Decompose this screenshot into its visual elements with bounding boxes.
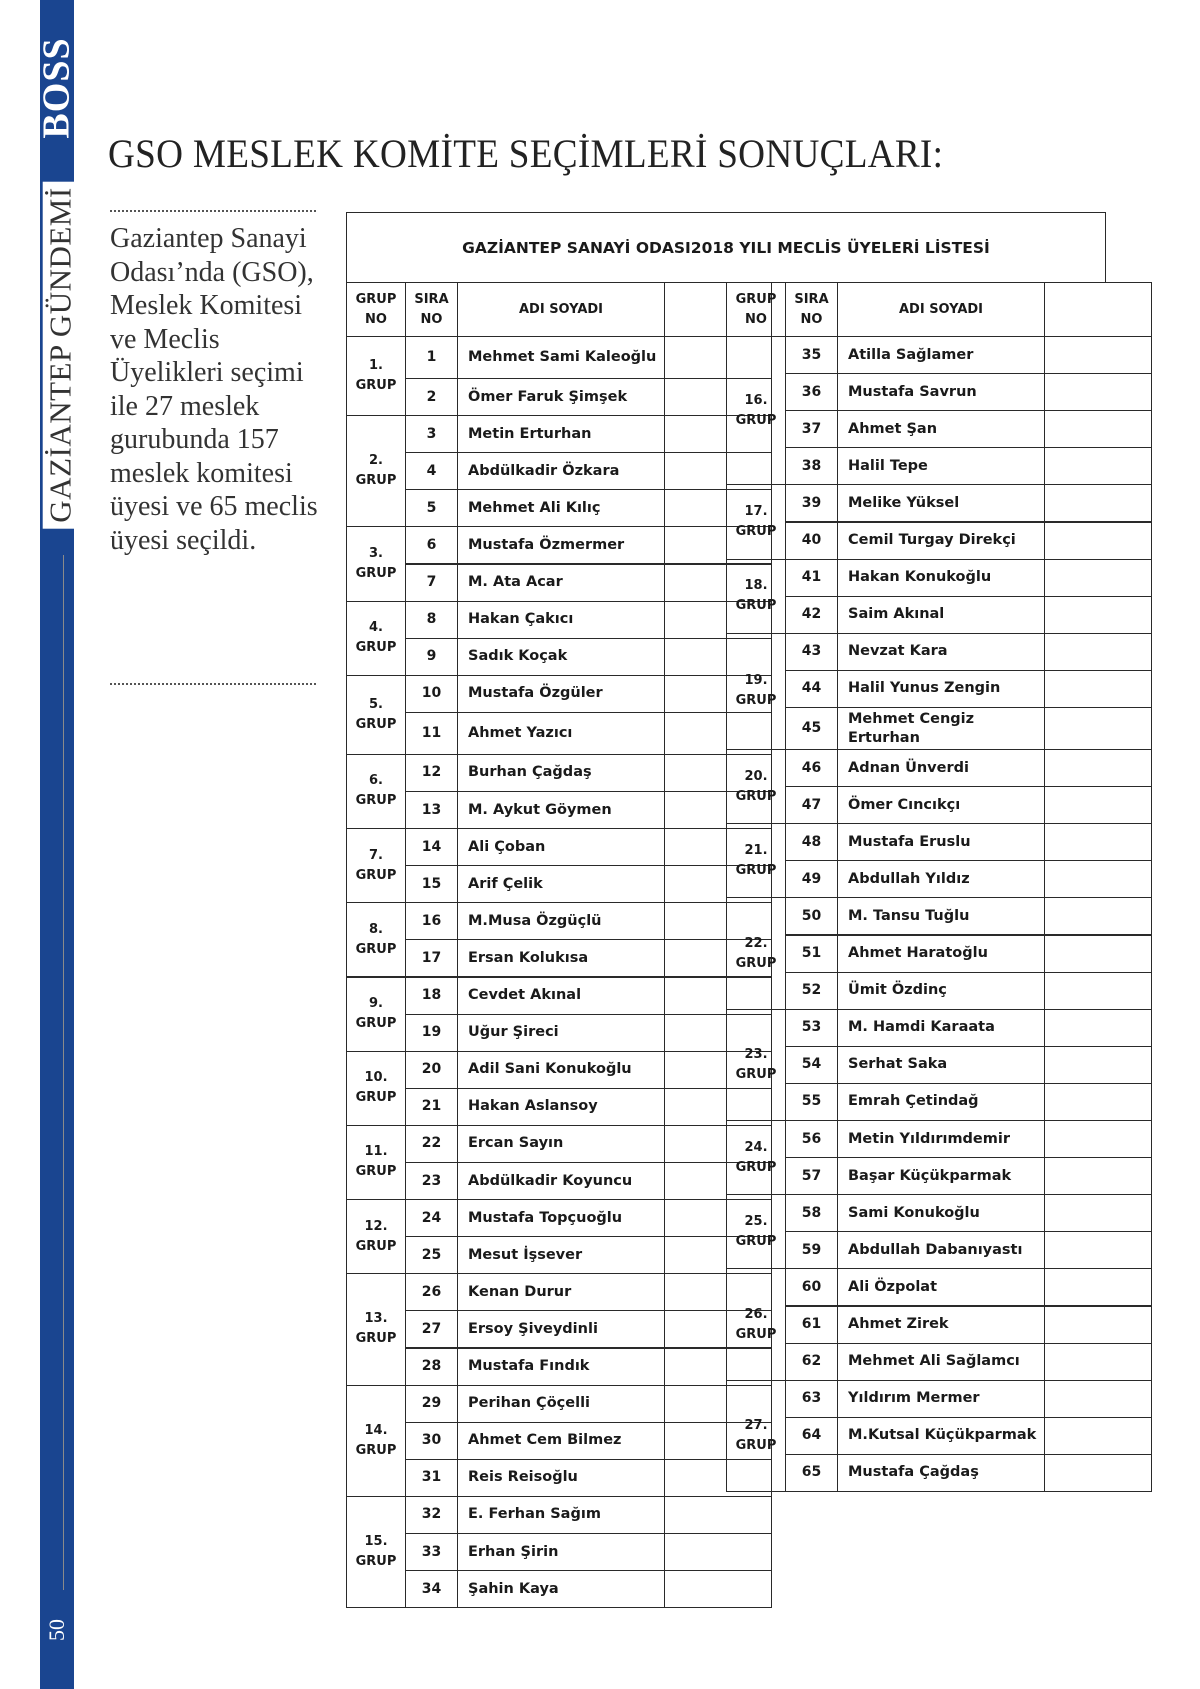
member-name: Mesut İşsever: [457, 1236, 665, 1274]
member-name: Reis Reisoğlu: [457, 1459, 665, 1497]
member-name: Mustafa Eruslu: [837, 823, 1045, 861]
member-name: Ersan Kolukısa: [457, 939, 665, 977]
member-name: Nevzat Kara: [837, 633, 1045, 671]
header-order-no: SIRA NO: [405, 282, 458, 337]
row-empty-cell: [1044, 633, 1152, 671]
member-name: Kenan Durur: [457, 1273, 665, 1311]
row-order-number: 51: [785, 935, 838, 973]
row-order-number: 18: [405, 977, 458, 1015]
member-name: Mustafa Topçuoğlu: [457, 1199, 665, 1237]
group-label: 6. GRUP: [346, 754, 406, 829]
row-order-number: 39: [785, 484, 838, 522]
member-name: Ali Özpolat: [837, 1268, 1045, 1306]
magazine-section-title: GAZİANTEP GÜNDEMİ: [38, 160, 84, 550]
member-name: Adnan Ünverdi: [837, 749, 1045, 787]
header-group-no: GRUP NO: [346, 282, 406, 337]
member-name: Burhan Çağdaş: [457, 754, 665, 792]
row-order-number: 48: [785, 823, 838, 861]
member-name: Ali Çoban: [457, 828, 665, 866]
row-empty-cell: [1044, 972, 1152, 1010]
brand-logo: BOSS: [36, 36, 79, 139]
header-empty: [1044, 282, 1152, 337]
member-name: Metin Erturhan: [457, 415, 665, 453]
row-empty-cell: [1044, 823, 1152, 861]
row-order-number: 13: [405, 791, 458, 829]
row-order-number: 3: [405, 415, 458, 453]
member-name: Abdülkadir Özkara: [457, 452, 665, 490]
row-empty-cell: [1044, 1306, 1152, 1344]
row-order-number: 64: [785, 1417, 838, 1455]
member-name: Adil Sani Konukoğlu: [457, 1051, 665, 1089]
row-order-number: 59: [785, 1231, 838, 1269]
page-title: GSO MESLEK KOMİTE SEÇİMLERİ SONUÇLARI:: [108, 131, 944, 176]
row-empty-cell: [1044, 786, 1152, 824]
member-name: Hakan Aslansoy: [457, 1088, 665, 1126]
row-order-number: 35: [785, 336, 838, 374]
row-order-number: 41: [785, 559, 838, 597]
member-name: Ömer Cıncıkçı: [837, 786, 1045, 824]
row-order-number: 53: [785, 1009, 838, 1047]
row-order-number: 10: [405, 675, 458, 713]
member-name: M. Aykut Göymen: [457, 791, 665, 829]
row-order-number: 36: [785, 373, 838, 411]
row-empty-cell: [1044, 484, 1152, 522]
member-name: Saim Akınal: [837, 596, 1045, 634]
row-order-number: 23: [405, 1162, 458, 1200]
row-order-number: 17: [405, 939, 458, 977]
row-order-number: 27: [405, 1310, 458, 1348]
divider: [110, 683, 316, 685]
member-name: Mehmet Ali Sağlamcı: [837, 1343, 1045, 1381]
row-empty-cell: [1044, 1417, 1152, 1455]
row-order-number: 2: [405, 378, 458, 416]
row-order-number: 43: [785, 633, 838, 671]
table-title-line: 2018 YILI MECLİS ÜYELERİ LİSTESİ: [690, 238, 990, 257]
row-order-number: 46: [785, 749, 838, 787]
row-order-number: 54: [785, 1046, 838, 1084]
row-order-number: 38: [785, 447, 838, 485]
group-label: 27. GRUP: [726, 1380, 786, 1492]
member-name: Ahmet Haratoğlu: [837, 935, 1045, 973]
row-order-number: 19: [405, 1014, 458, 1052]
member-name: Uğur Şireci: [457, 1014, 665, 1052]
row-order-number: 5: [405, 489, 458, 527]
member-name: Mustafa Çağdaş: [837, 1454, 1045, 1492]
row-order-number: 28: [405, 1348, 458, 1386]
divider: [63, 555, 64, 1590]
row-empty-cell: [1044, 670, 1152, 708]
member-name: Cevdet Akınal: [457, 977, 665, 1015]
member-name: Mustafa Fındık: [457, 1348, 665, 1386]
row-empty-cell: [1044, 559, 1152, 597]
row-order-number: 1: [405, 336, 458, 379]
row-order-number: 56: [785, 1120, 838, 1158]
member-name: Ahmet Cem Bilmez: [457, 1422, 665, 1460]
member-name: Mustafa Özmermer: [457, 526, 665, 564]
member-name: Yıldırım Mermer: [837, 1380, 1045, 1418]
group-label: 26. GRUP: [726, 1268, 786, 1380]
row-empty-cell: [1044, 1194, 1152, 1232]
group-label: 17. GRUP: [726, 484, 786, 559]
row-order-number: 42: [785, 596, 838, 634]
table-title: [346, 212, 1106, 283]
group-label: 21. GRUP: [726, 823, 786, 898]
row-empty-cell: [664, 1533, 772, 1571]
row-empty-cell: [1044, 1046, 1152, 1084]
group-label: 19. GRUP: [726, 633, 786, 750]
row-order-number: 26: [405, 1273, 458, 1311]
member-name: Mustafa Savrun: [837, 373, 1045, 411]
group-label: 8. GRUP: [346, 902, 406, 977]
member-name: M. Tansu Tuğlu: [837, 897, 1045, 935]
row-order-number: 45: [785, 707, 838, 750]
row-order-number: 33: [405, 1533, 458, 1571]
group-label: 3. GRUP: [346, 526, 406, 601]
group-label: 9. GRUP: [346, 977, 406, 1052]
row-order-number: 31: [405, 1459, 458, 1497]
group-label: 16. GRUP: [726, 336, 786, 485]
divider: [110, 210, 316, 212]
group-label: 24. GRUP: [726, 1120, 786, 1195]
member-name: M.Musa Özgüçlü: [457, 902, 665, 940]
member-name: Mustafa Özgüler: [457, 675, 665, 713]
row-empty-cell: [1044, 1231, 1152, 1269]
row-empty-cell: [1044, 373, 1152, 411]
row-order-number: 58: [785, 1194, 838, 1232]
member-name: M. Ata Acar: [457, 564, 665, 602]
row-order-number: 25: [405, 1236, 458, 1274]
group-label: 15. GRUP: [346, 1496, 406, 1608]
group-label: 23. GRUP: [726, 1009, 786, 1121]
group-label: 20. GRUP: [726, 749, 786, 824]
row-order-number: 30: [405, 1422, 458, 1460]
row-order-number: 37: [785, 410, 838, 448]
member-name: Şahin Kaya: [457, 1570, 665, 1608]
member-name: Abdullah Yıldız: [837, 860, 1045, 898]
member-name: Atilla Sağlamer: [837, 336, 1045, 374]
member-name: Ercan Sayın: [457, 1125, 665, 1163]
row-order-number: 60: [785, 1268, 838, 1306]
header-group-no: GRUP NO: [726, 282, 786, 337]
member-name: Serhat Saka: [837, 1046, 1045, 1084]
member-name: M. Hamdi Karaata: [837, 1009, 1045, 1047]
page-number: 50: [44, 1619, 69, 1641]
group-label: 13. GRUP: [346, 1273, 406, 1385]
member-name: Erhan Şirin: [457, 1533, 665, 1571]
group-label: 7. GRUP: [346, 828, 406, 903]
group-label: 4. GRUP: [346, 601, 406, 676]
member-name: Metin Yıldırımdemir: [837, 1120, 1045, 1158]
header-name: ADI SOYADI: [457, 282, 665, 337]
row-order-number: 50: [785, 897, 838, 935]
member-name: Sadık Koçak: [457, 638, 665, 676]
row-order-number: 14: [405, 828, 458, 866]
row-order-number: 12: [405, 754, 458, 792]
row-order-number: 47: [785, 786, 838, 824]
row-order-number: 9: [405, 638, 458, 676]
group-label: 25. GRUP: [726, 1194, 786, 1269]
row-order-number: 62: [785, 1343, 838, 1381]
row-order-number: 49: [785, 860, 838, 898]
row-order-number: 20: [405, 1051, 458, 1089]
header-name: ADI SOYADI: [837, 282, 1045, 337]
row-empty-cell: [1044, 1454, 1152, 1492]
member-name: Ömer Faruk Şimşek: [457, 378, 665, 416]
row-empty-cell: [1044, 897, 1152, 935]
row-order-number: 40: [785, 522, 838, 560]
row-empty-cell: [1044, 447, 1152, 485]
group-label: 10. GRUP: [346, 1051, 406, 1126]
row-order-number: 22: [405, 1125, 458, 1163]
row-order-number: 44: [785, 670, 838, 708]
council-members-table: [346, 212, 1106, 1605]
row-order-number: 32: [405, 1496, 458, 1534]
row-order-number: 34: [405, 1570, 458, 1608]
member-name: Ahmet Şan: [837, 410, 1045, 448]
row-order-number: 29: [405, 1385, 458, 1423]
row-empty-cell: [1044, 336, 1152, 374]
member-name: Ahmet Zirek: [837, 1306, 1045, 1344]
member-name: Melike Yüksel: [837, 484, 1045, 522]
member-name: Sami Konukoğlu: [837, 1194, 1045, 1232]
row-order-number: 24: [405, 1199, 458, 1237]
row-empty-cell: [1044, 1380, 1152, 1418]
member-name: Ümit Özdinç: [837, 972, 1045, 1010]
row-order-number: 63: [785, 1380, 838, 1418]
row-order-number: 57: [785, 1157, 838, 1195]
row-order-number: 21: [405, 1088, 458, 1126]
group-label: 12. GRUP: [346, 1199, 406, 1274]
member-name: Mehmet Sami Kaleoğlu: [457, 336, 665, 379]
row-empty-cell: [1044, 1120, 1152, 1158]
group-label: 5. GRUP: [346, 675, 406, 755]
member-name: M.Kutsal Küçükparmak: [837, 1417, 1045, 1455]
row-empty-cell: [1044, 1157, 1152, 1195]
row-empty-cell: [1044, 1343, 1152, 1381]
table-title-line: GAZİANTEP SANAYİ ODASI: [462, 238, 691, 257]
row-order-number: 6: [405, 526, 458, 564]
member-name: Emrah Çetindağ: [837, 1083, 1045, 1121]
member-name: Arif Çelik: [457, 865, 665, 903]
member-name: Perihan Çöçelli: [457, 1385, 665, 1423]
header-order-no: SIRA NO: [785, 282, 838, 337]
row-empty-cell: [1044, 410, 1152, 448]
group-label: 2. GRUP: [346, 415, 406, 527]
member-name: Hakan Konukoğlu: [837, 559, 1045, 597]
group-label: 18. GRUP: [726, 559, 786, 634]
group-label: 1. GRUP: [346, 336, 406, 416]
row-order-number: 65: [785, 1454, 838, 1492]
member-name: Halil Yunus Zengin: [837, 670, 1045, 708]
row-order-number: 11: [405, 712, 458, 755]
group-label: 11. GRUP: [346, 1125, 406, 1200]
member-name: Mehmet Ali Kılıç: [457, 489, 665, 527]
member-name: Halil Tepe: [837, 447, 1045, 485]
row-order-number: 8: [405, 601, 458, 639]
row-empty-cell: [1044, 1268, 1152, 1306]
row-empty-cell: [1044, 1083, 1152, 1121]
member-name: E. Ferhan Sağım: [457, 1496, 665, 1534]
row-empty-cell: [1044, 749, 1152, 787]
row-empty-cell: [1044, 707, 1152, 750]
member-name: Ersoy Şiveydinli: [457, 1310, 665, 1348]
row-empty-cell: [1044, 860, 1152, 898]
row-order-number: 55: [785, 1083, 838, 1121]
intro-text: Gaziantep Sanayi Odası’nda (GSO), Meslek Komitesi ve Meclis Üyelikleri seçimi ile 27 meslek gurubunda 157 meslek komitesi üyesi ve 65 meclis üyesi seçildi.: [110, 223, 318, 556]
row-empty-cell: [1044, 522, 1152, 560]
row-empty-cell: [664, 1496, 772, 1534]
row-order-number: 15: [405, 865, 458, 903]
group-label: 22. GRUP: [726, 897, 786, 1009]
member-name: Mehmet Cengiz Erturhan: [837, 707, 1045, 750]
group-label: 14. GRUP: [346, 1385, 406, 1497]
row-order-number: 4: [405, 452, 458, 490]
member-name: Başar Küçükparmak: [837, 1157, 1045, 1195]
member-name: Hakan Çakıcı: [457, 601, 665, 639]
row-empty-cell: [1044, 596, 1152, 634]
row-order-number: 16: [405, 902, 458, 940]
member-name: Abdullah Dabanıyastı: [837, 1231, 1045, 1269]
member-name: Abdülkadir Koyuncu: [457, 1162, 665, 1200]
member-name: Ahmet Yazıcı: [457, 712, 665, 755]
row-empty-cell: [1044, 935, 1152, 973]
row-order-number: 61: [785, 1306, 838, 1344]
row-empty-cell: [664, 1570, 772, 1608]
row-order-number: 7: [405, 564, 458, 602]
row-order-number: 52: [785, 972, 838, 1010]
row-empty-cell: [1044, 1009, 1152, 1047]
member-name: Cemil Turgay Direkçi: [837, 522, 1045, 560]
